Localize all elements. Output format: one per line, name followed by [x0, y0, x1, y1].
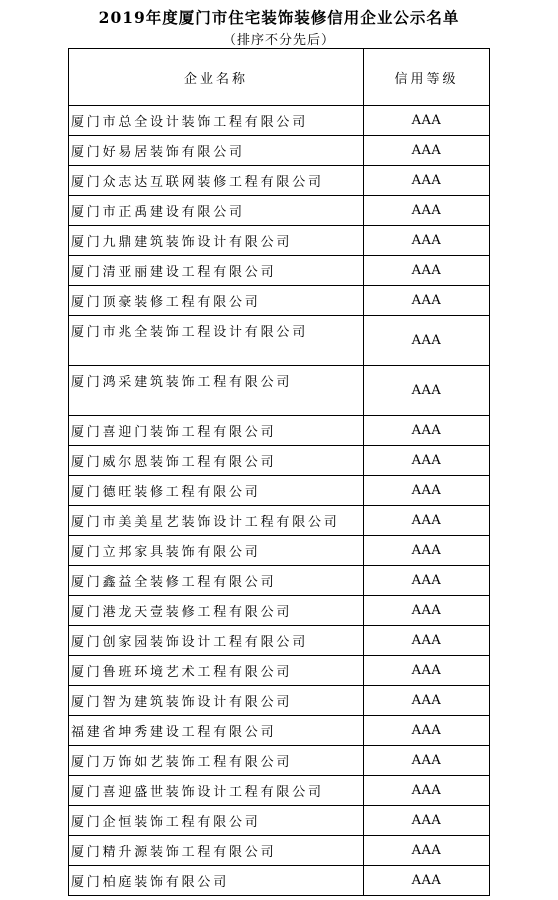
credit-grade-cell: AAA — [364, 196, 490, 226]
credit-grade-cell: AAA — [364, 836, 490, 866]
credit-grade-cell: AAA — [364, 316, 490, 366]
enterprise-name-cell: 厦门德旺装修工程有限公司 — [69, 476, 364, 506]
enterprise-name-cell: 厦门市兆全装饰工程设计有限公司 — [69, 316, 364, 366]
credit-grade-cell: AAA — [364, 476, 490, 506]
enterprise-name-cell: 厦门众志达互联网装修工程有限公司 — [69, 166, 364, 196]
enterprise-name-cell: 厦门港龙天壹装修工程有限公司 — [69, 596, 364, 626]
credit-grade-cell: AAA — [364, 226, 490, 256]
table-row — [69, 776, 490, 806]
table-header-row — [69, 49, 490, 106]
enterprise-name-cell: 福建省坤秀建设工程有限公司 — [69, 716, 364, 746]
enterprise-name-cell: 厦门精升源装饰工程有限公司 — [69, 836, 364, 866]
enterprise-name-cell: 厦门鸿采建筑装饰工程有限公司 — [69, 366, 364, 416]
table-row — [69, 566, 490, 596]
credit-grade-cell: AAA — [364, 446, 490, 476]
credit-grade-cell: AAA — [364, 366, 490, 416]
document-subtitle: （排序不分先后） — [222, 33, 335, 48]
table-row — [69, 446, 490, 476]
credit-grade-cell: AAA — [364, 106, 490, 136]
table-row — [69, 256, 490, 286]
enterprise-name-cell: 厦门顶豪装修工程有限公司 — [69, 286, 364, 316]
credit-grade-cell: AAA — [364, 806, 490, 836]
enterprise-name-cell: 厦门喜迎门装饰工程有限公司 — [69, 416, 364, 446]
table-row — [69, 746, 490, 776]
credit-grade-cell: AAA — [364, 656, 490, 686]
credit-grade-cell: AAA — [364, 716, 490, 746]
credit-grade-cell: AAA — [364, 416, 490, 446]
enterprise-name-cell: 厦门柏庭装饰有限公司 — [69, 866, 364, 896]
table-row — [69, 656, 490, 686]
enterprise-name-cell: 厦门万饰如艺装饰工程有限公司 — [69, 746, 364, 776]
enterprise-name-cell: 厦门好易居装饰有限公司 — [69, 136, 364, 166]
credit-grade-cell: AAA — [364, 626, 490, 656]
document-title: 2019年度厦门市住宅装饰装修信用企业公示名单 — [98, 8, 460, 27]
enterprise-name-cell: 厦门立邦家具装饰有限公司 — [69, 536, 364, 566]
credit-grade-cell: AAA — [364, 536, 490, 566]
table-row — [69, 416, 490, 446]
credit-grade-cell: AAA — [364, 746, 490, 776]
table-row — [69, 476, 490, 506]
table-row — [69, 506, 490, 536]
enterprise-name-cell: 厦门威尔恩装饰工程有限公司 — [69, 446, 364, 476]
table-row — [69, 806, 490, 836]
enterprise-name-cell: 厦门鲁班环境艺术工程有限公司 — [69, 656, 364, 686]
enterprise-name-cell: 厦门市美美星艺装饰设计工程有限公司 — [69, 506, 364, 536]
enterprise-name-cell: 厦门市总全设计装饰工程有限公司 — [69, 106, 364, 136]
table-row — [69, 866, 490, 896]
credit-grade-cell: AAA — [364, 286, 490, 316]
table-row — [69, 836, 490, 866]
enterprise-name-cell: 厦门鑫益全装修工程有限公司 — [69, 566, 364, 596]
credit-grade-cell: AAA — [364, 136, 490, 166]
column-header-grade: 信用等级 — [364, 49, 490, 106]
table-row — [69, 596, 490, 626]
table-row — [69, 136, 490, 166]
credit-grade-cell: AAA — [364, 166, 490, 196]
table-row — [69, 196, 490, 226]
table-row — [69, 536, 490, 566]
credit-grade-cell: AAA — [364, 686, 490, 716]
enterprise-name-cell: 厦门智为建筑装饰设计有限公司 — [69, 686, 364, 716]
enterprise-name-cell: 厦门创家园装饰设计工程有限公司 — [69, 626, 364, 656]
credit-grade-cell: AAA — [364, 776, 490, 806]
credit-grade-cell: AAA — [364, 596, 490, 626]
enterprise-name-cell: 厦门企恒装饰工程有限公司 — [69, 806, 364, 836]
credit-grade-cell: AAA — [364, 866, 490, 896]
credit-grade-cell: AAA — [364, 566, 490, 596]
table-row — [69, 626, 490, 656]
enterprise-table — [68, 48, 490, 896]
enterprise-name-cell: 厦门喜迎盛世装饰设计工程有限公司 — [69, 776, 364, 806]
table-row — [69, 366, 490, 416]
table-row — [69, 106, 490, 136]
enterprise-name-cell: 厦门市正禹建设有限公司 — [69, 196, 364, 226]
table-row — [69, 286, 490, 316]
credit-grade-cell: AAA — [364, 506, 490, 536]
column-header-name: 企业名称 — [69, 49, 364, 106]
table-row — [69, 226, 490, 256]
table-row — [69, 316, 490, 366]
table-row — [69, 166, 490, 196]
enterprise-name-cell: 厦门清亚丽建设工程有限公司 — [69, 256, 364, 286]
credit-grade-cell: AAA — [364, 256, 490, 286]
enterprise-name-cell: 厦门九鼎建筑装饰设计有限公司 — [69, 226, 364, 256]
table-row — [69, 716, 490, 746]
table-row — [69, 686, 490, 716]
